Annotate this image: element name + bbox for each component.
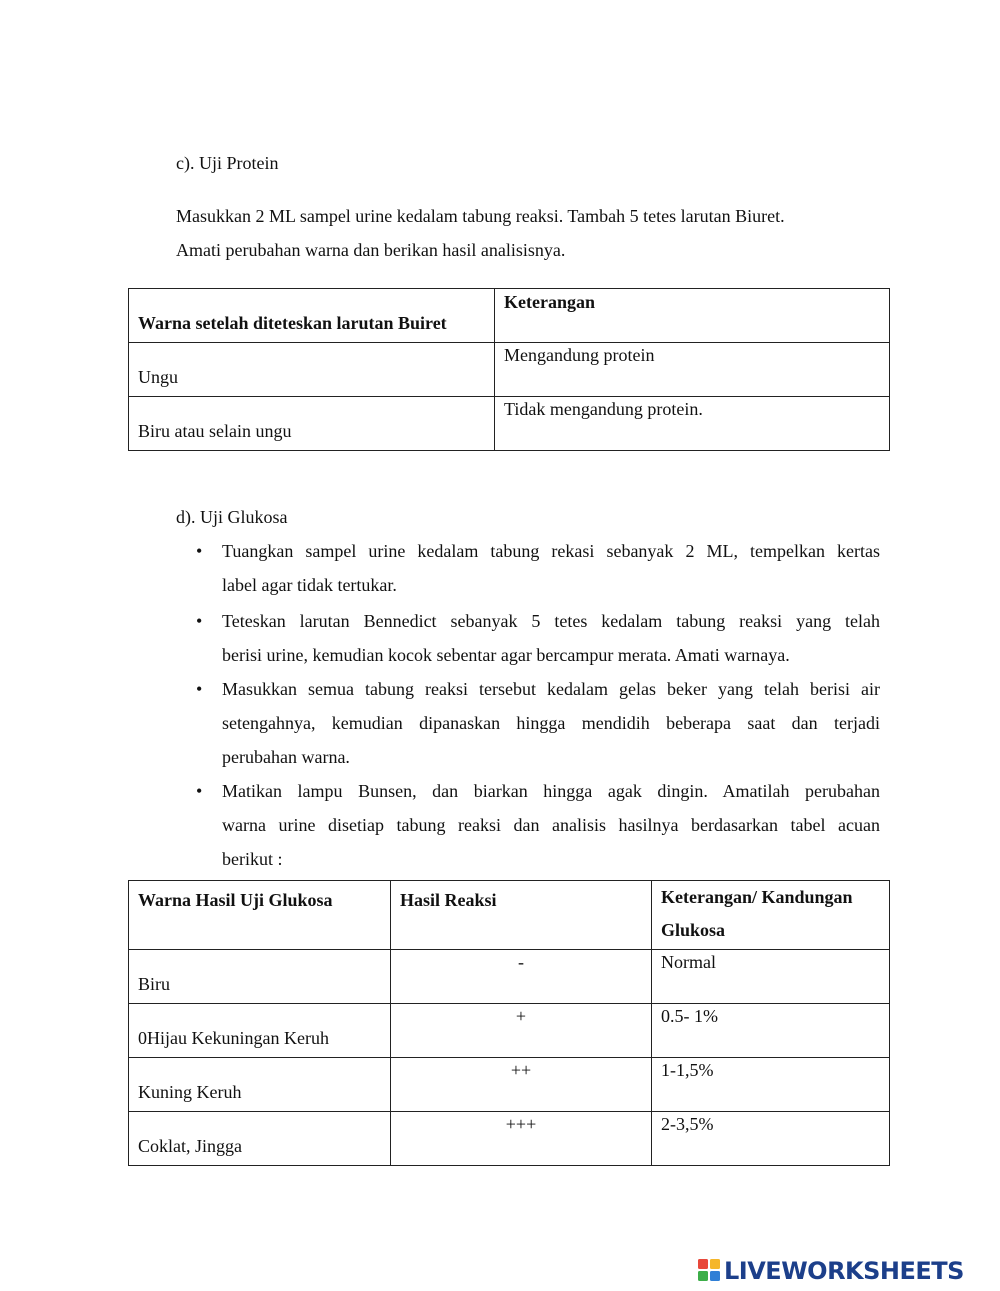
liveworksheets-logo: [698, 1256, 994, 1286]
table-row: [129, 1004, 890, 1058]
protein-table-header-row: [129, 289, 890, 343]
table-row: [129, 397, 890, 451]
glucose-header-reaction: Hasil Reaksi: [391, 881, 652, 950]
liveworksheets-blocks-icon: [698, 1259, 720, 1281]
bullet-2-line-2: berisi urine, kemudian kocok sebentar agar bercampur merata. Amati warnaya.: [222, 645, 790, 665]
glucose-cell-color: Biru: [129, 950, 391, 1004]
glucose-cell-reaction: -: [391, 950, 652, 1004]
bullet-4-line-2: warna urine disetiap tabung reaksi dan analisis hasilnya berdasarkan tabel acuan: [222, 815, 880, 835]
glucose-cell-content: Normal: [652, 950, 890, 1004]
protein-header-color: Warna setelah diteteskan larutan Buiret: [129, 289, 495, 343]
glucose-cell-reaction: ++: [391, 1058, 652, 1112]
logo-block-icon: [698, 1271, 708, 1281]
protein-cell-note: Mengandung protein: [495, 343, 890, 397]
glucose-cell-color: 0Hijau Kekuningan Keruh: [129, 1004, 391, 1058]
bullet-icon: •: [196, 679, 203, 699]
logo-block-icon: [710, 1259, 720, 1269]
section-c-instruction-line-1: Masukkan 2 ML sampel urine kedalam tabung reaksi. Tambah 5 tetes larutan Biuret.: [176, 206, 785, 226]
glucose-header-content: Keterangan/ Kandungan Glukosa: [652, 881, 890, 950]
section-c-heading: c). Uji Protein: [176, 153, 279, 173]
glucose-table: [128, 880, 890, 1166]
protein-cell-note: Tidak mengandung protein.: [495, 397, 890, 451]
glucose-cell-color: Kuning Keruh: [129, 1058, 391, 1112]
bullet-2-line-1: Teteskan larutan Bennedict sebanyak 5 tetes kedalam tabung reaksi yang telah: [222, 611, 880, 631]
bullet-3-line-2: setengahnya, kemudian dipanaskan hingga mendidih beberapa saat dan terjadi: [222, 713, 880, 733]
glucose-cell-color: Coklat, Jingga: [129, 1112, 391, 1166]
bullet-4-line-3: berikut :: [222, 849, 283, 869]
protein-cell-color: Ungu: [129, 343, 495, 397]
bullet-icon: •: [196, 611, 203, 631]
glucose-table-header-row: [129, 881, 890, 950]
table-row: [129, 1058, 890, 1112]
protein-cell-color: Biru atau selain ungu: [129, 397, 495, 451]
bullet-icon: •: [196, 541, 203, 561]
glucose-cell-content: 2-3,5%: [652, 1112, 890, 1166]
protein-header-note: Keterangan: [495, 289, 890, 343]
table-row: [129, 950, 890, 1004]
bullet-icon: •: [196, 781, 203, 801]
liveworksheets-logo-text: LIVEWORKSHEETS: [724, 1257, 964, 1285]
bullet-4-line-1: Matikan lampu Bunsen, dan biarkan hingga agak dingin. Amatilah perubahan: [222, 781, 880, 801]
protein-table: [128, 288, 890, 451]
glucose-cell-content: 1-1,5%: [652, 1058, 890, 1112]
table-row: [129, 1112, 890, 1166]
logo-block-icon: [698, 1259, 708, 1269]
table-row: [129, 343, 890, 397]
glucose-cell-content: 0.5- 1%: [652, 1004, 890, 1058]
bullet-1-line-1: Tuangkan sampel urine kedalam tabung rekasi sebanyak 2 ML, tempelkan kertas: [222, 541, 880, 561]
glucose-header-color: Warna Hasil Uji Glukosa: [129, 881, 391, 950]
section-d-heading: d). Uji Glukosa: [176, 507, 288, 527]
bullet-1-line-2: label agar tidak tertukar.: [222, 575, 397, 595]
logo-block-icon: [710, 1271, 720, 1281]
glucose-cell-reaction: +++: [391, 1112, 652, 1166]
section-c-instruction-line-2: Amati perubahan warna dan berikan hasil analisisnya.: [176, 240, 566, 260]
glucose-cell-reaction: +: [391, 1004, 652, 1058]
bullet-3-line-1: Masukkan semua tabung reaksi tersebut kedalam gelas beker yang telah berisi air: [222, 679, 880, 699]
bullet-3-line-3: perubahan warna.: [222, 747, 350, 767]
